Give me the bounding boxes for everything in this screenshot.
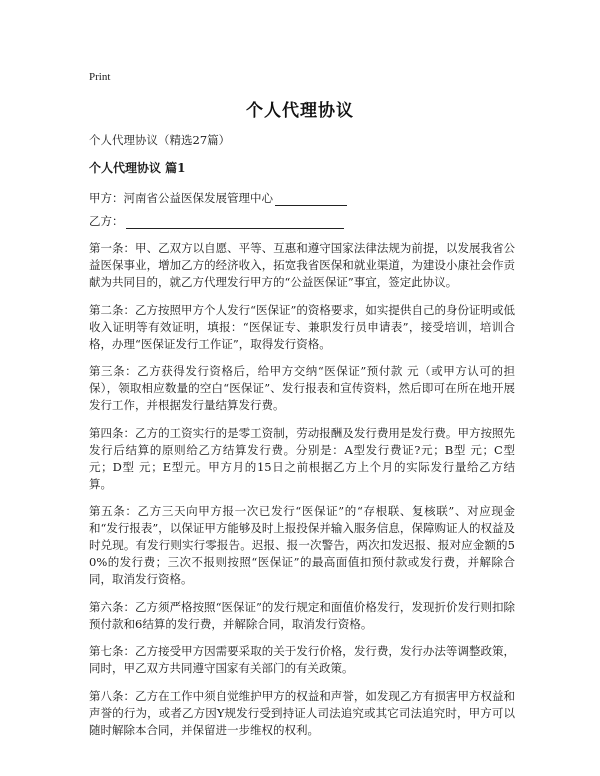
clause-2: 第二条：乙方按照甲方个人发行“医保证”的资格要求，如实提供自己的身份证明或低收入证明等有效证明，填报：“医保证专、兼职发行员申请表”，接受培训，培训合格，办理“医保证发行工作证”，取得发行资格。 [89, 302, 515, 351]
clause-1: 第一条：甲、乙双方以自愿、平等、互惠和遵守国家法律法规为前提，以发展我省公益医保事业，增加乙方的经济收入，拓宽我省医保和就业渠道，为建设小康社会作贡献为共同目的，就乙方代理发行甲方的“公益医保证”事宜，签定此协议。 [89, 241, 515, 289]
clause-5: 第五条：乙方三天向甲方报一次已发行“医保证”的“存根联、复核联”、对应现金和“发行报表”，以保证甲方能够及时上报投保并输入服务信息，保障购证人的权益及时兑现。有发行则实行零报告。迟报、报一次警告，两次扣发迟报、报对应金额的50%的发行费；三次不报则按照“医保证”的最高面值扣预付款或发行费，并解除合同，取消发行资格。 [89, 504, 515, 586]
section-heading: 个人代理协议 篇1 [89, 161, 186, 175]
party-a-blank [275, 193, 347, 206]
print-label[interactable]: Print [89, 71, 111, 83]
party-b-line [89, 213, 344, 229]
party-a-line [89, 190, 347, 206]
document-title: 个人代理协议 [246, 101, 354, 121]
clauses-list [89, 240, 515, 749]
party-b-blank [126, 216, 344, 229]
clause-4: 第四条：乙方的工资实行的是零工资制，劳动报酬及发行费用是发行费。甲方按照先发行后结算的原则给乙方结算发行费。分别是：A型发行费证?元；B型 元；C型元；D型 元；E型元。甲方月的15日之前根据乙方上个月的实际发行量给乙方结算。 [89, 425, 515, 491]
document-subtitle: 个人代理协议（精选27篇） [89, 133, 231, 147]
clause-6: 第六条：乙方须严格按照“医保证”的发行规定和面值价格发行，发现折价发行则扣除预付款和6结算的发行费，并解除合同，取消发行资格。 [89, 599, 515, 631]
clause-7: 第七条：乙方接受甲方因需要采取的关于发行价格，发行费，发行办法等调整政策，同时，甲乙双方共同遵守国家有关部门的有关政策。 [89, 644, 515, 675]
party-a-label: 甲方：河南省公益医保发展管理中心 [89, 191, 273, 205]
clause-3: 第三条：乙方获得发行资格后，给甲方交纳“医保证”预付款 元（或甲方认可的担保），领取相应数量的空白“医保证”、发行报表和宣传资料，然后即可在所在地开展发行工作，并根据发行量结算发行费。 [89, 364, 515, 412]
party-b-label: 乙方： [89, 214, 124, 228]
clause-8: 第八条：乙方在工作中须自觉维护甲方的权益和声誉，如发现乙方有损害甲方权益和声誉的行为，或者乙方因Y规发行受到持证人司法追究或其它司法追究时，甲方可以随时解除本合同，并保留进一步维权的权利。 [89, 688, 515, 737]
